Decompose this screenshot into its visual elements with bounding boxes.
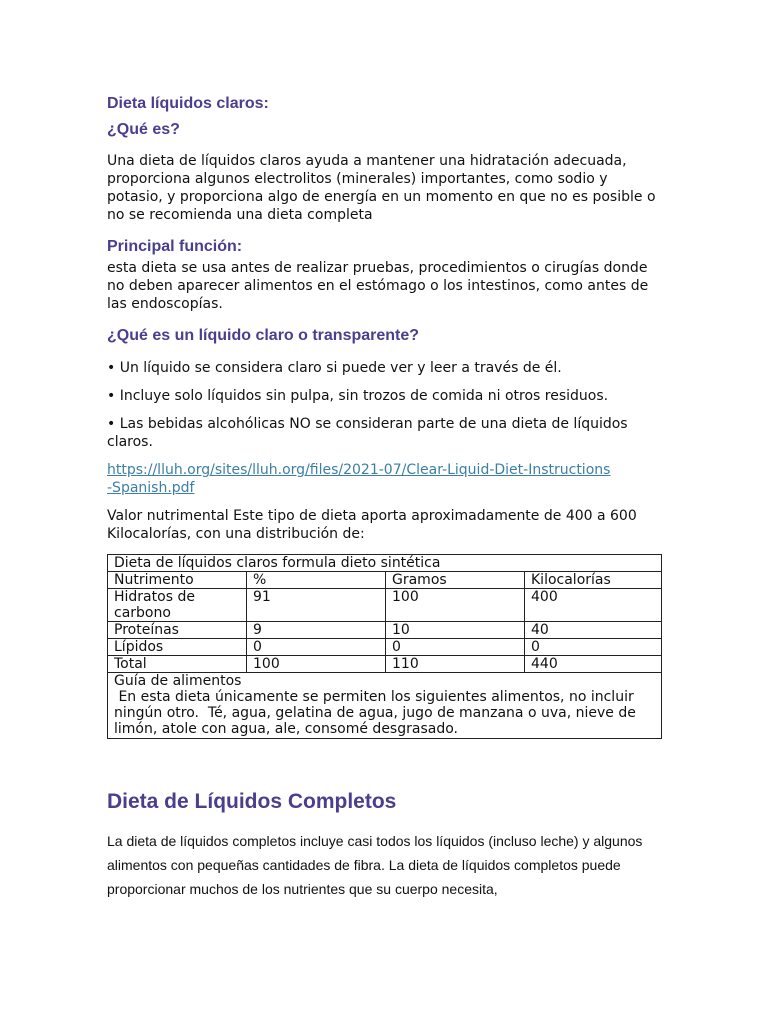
column-header: %: [247, 572, 386, 589]
table-cell: 100: [247, 656, 386, 673]
clear-liquid-heading: ¿Qué es un líquido claro o transparente?: [107, 327, 420, 344]
bullet-item: • Las bebidas alcohólicas NO se consideran parte de una dieta de líquidos claros.: [107, 416, 628, 450]
function-paragraph: esta dieta se usa antes de realizar pruebas, procedimientos o cirugías donde no deben aparecer alimentos en el estómago o los intestinos, como antes de las endoscopías.: [107, 260, 649, 312]
table-cell: 91: [247, 589, 386, 622]
table-cell: 40: [525, 622, 662, 639]
full-liquid-title: Dieta de Líquidos Completos: [107, 790, 397, 813]
table-title: Dieta de líquidos claros formula dieto sintética: [108, 555, 662, 572]
table-cell: Proteínas: [108, 622, 247, 639]
full-liquid-paragraph: La dieta de líquidos completos incluye casi todos los líquidos (incluso leche) y algunos alimentos con pequeñas cantidades de fibra. La dieta de líquidos completos puede proporcionar muchos de los nutrientes que su cuerpo necesita,: [107, 833, 643, 897]
section-title: Dieta líquidos claros:: [107, 95, 269, 112]
table-cell: 400: [525, 589, 662, 622]
table-title-row: [108, 555, 662, 572]
bullet-item: • Incluye solo líquidos sin pulpa, sin trozos de comida ni otros residuos.: [107, 388, 609, 404]
nutrition-table: [107, 554, 662, 739]
column-header: Gramos: [386, 572, 525, 589]
table-cell: Hidratos de carbono: [108, 589, 247, 622]
column-header: Nutrimento: [108, 572, 247, 589]
guide-row: [108, 673, 662, 739]
table-cell: 10: [386, 622, 525, 639]
table-header-row: [108, 572, 662, 589]
table-row: [108, 622, 662, 639]
food-guide-text: En esta dieta únicamente se permiten los siguientes alimentos, no incluir ningún otro. Té, agua, gelatina de agua, jugo de manzana o uva, nieve de limón, atole con agua, ale, consomé desgrasado.: [114, 689, 641, 737]
table-cell: 0: [247, 639, 386, 656]
table-cell: 100: [386, 589, 525, 622]
column-header: Kilocalorías: [525, 572, 662, 589]
table-cell: 110: [386, 656, 525, 673]
bullet-item: • Un líquido se considera claro si puede ver y leer a través de él.: [107, 360, 562, 376]
table-cell: 0: [525, 639, 662, 656]
table-cell: Total: [108, 656, 247, 673]
table-row: [108, 589, 662, 622]
table-cell: 440: [525, 656, 662, 673]
food-guide-title: Guía de alimentos: [114, 673, 242, 689]
function-heading: Principal función:: [107, 238, 243, 255]
food-guide-cell: [108, 673, 662, 739]
source-link[interactable]: https://lluh.org/sites/lluh.org/files/2021-07/Clear-Liquid-Diet-Instructions-Spanish.pdf: [107, 462, 611, 496]
intro-paragraph: Una dieta de líquidos claros ayuda a mantener una hidratación adecuada, proporciona algunos electrolitos (minerales) importantes, como sodio y potasio, y proporciona algo de energía en un momento en que no es posible o no se recomienda una dieta completa: [107, 153, 656, 223]
table-cell: 9: [247, 622, 386, 639]
table-cell: Lípidos: [108, 639, 247, 656]
table-row: [108, 639, 662, 656]
what-is-heading: ¿Qué es?: [107, 121, 180, 138]
nutritional-value-paragraph: Valor nutrimental Este tipo de dieta aporta aproximadamente de 400 a 600 Kilocalorías, con una distribución de:: [107, 508, 637, 542]
table-row: [108, 656, 662, 673]
table-cell: 0: [386, 639, 525, 656]
